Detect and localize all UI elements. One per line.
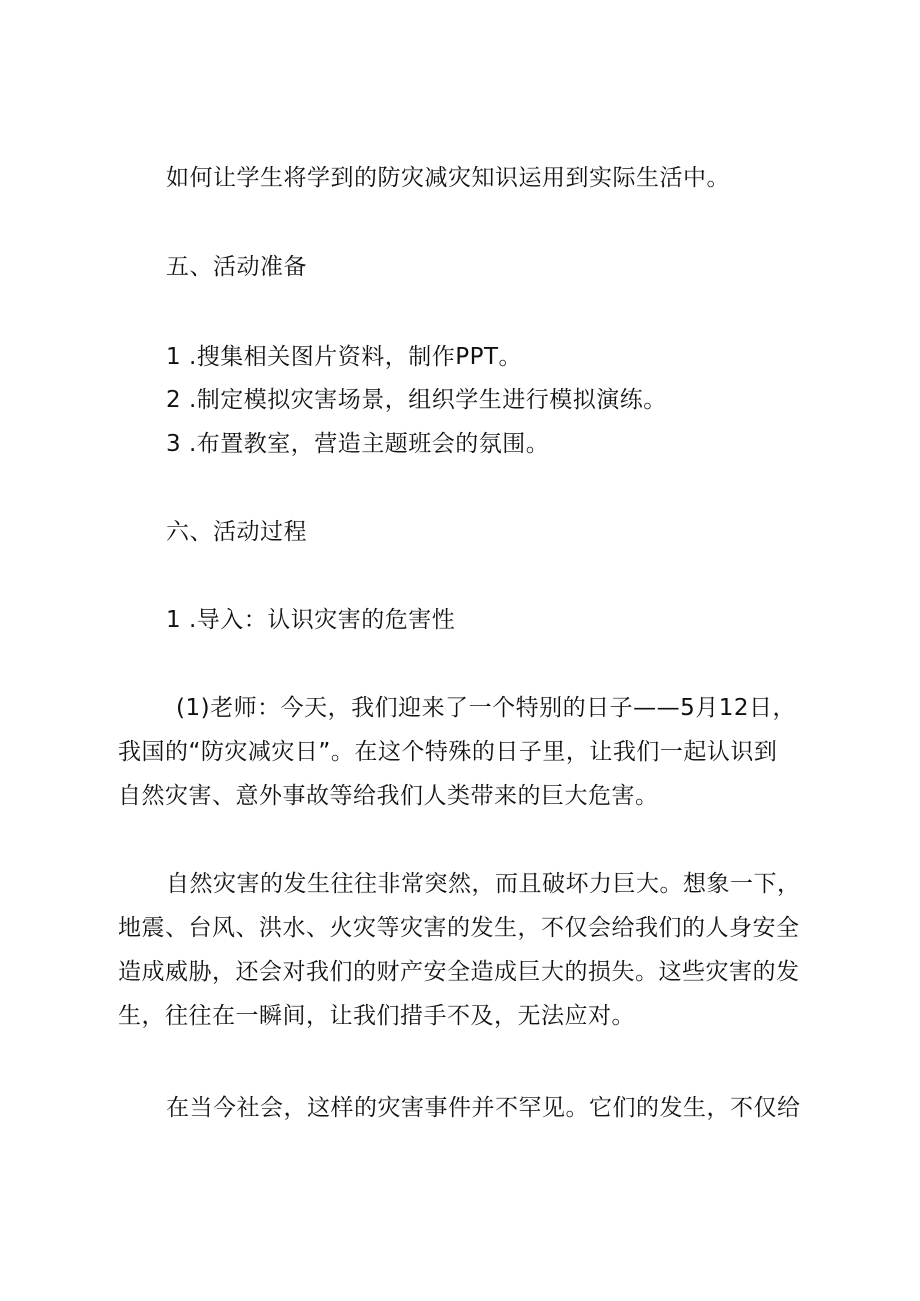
prep-list-item: 3 .布置教室，营造主题班会的氛围。 (166, 431, 550, 457)
prep-list-item: 2 .制定模拟灾害场景，组织学生进行模拟演练。 (166, 387, 667, 413)
section-heading-preparation: 五、活动准备 (166, 254, 307, 280)
teacher-paragraph-line: (1)老师：今天，我们迎来了一个特别的日子——5月12日， (176, 695, 796, 721)
society-paragraph-line: 在当今社会，这样的灾害事件并不罕见。它们的发生，不仅给 (166, 1095, 801, 1121)
disaster-paragraph-line: 生，往往在一瞬间，让我们措手不及，无法应对。 (118, 1003, 635, 1029)
disaster-paragraph-line: 自然灾害的发生往往非常突然，而且破坏力巨大。想象一下， (166, 871, 801, 897)
teacher-paragraph-line: 自然灾害、意外事故等给我们人类带来的巨大危害。 (118, 783, 659, 809)
intro-paragraph: 如何让学生将学到的防灾减灾知识运用到实际生活中。 (166, 165, 730, 191)
step-heading-introduction: 1 .导入：认识灾害的危害性 (166, 607, 456, 633)
teacher-paragraph-line: 我国的“防灾减灾日”。在这个特殊的日子里，让我们一起认识到 (118, 739, 778, 765)
disaster-paragraph-line: 造成威胁，还会对我们的财产安全造成巨大的损失。这些灾害的发 (118, 959, 800, 985)
prep-list-item: 1 .搜集相关图片资料，制作PPT。 (166, 344, 523, 370)
section-heading-process: 六、活动过程 (166, 519, 307, 545)
disaster-paragraph-line: 地震、台风、洪水、火灾等灾害的发生，不仅会给我们的人身安全 (118, 915, 800, 941)
